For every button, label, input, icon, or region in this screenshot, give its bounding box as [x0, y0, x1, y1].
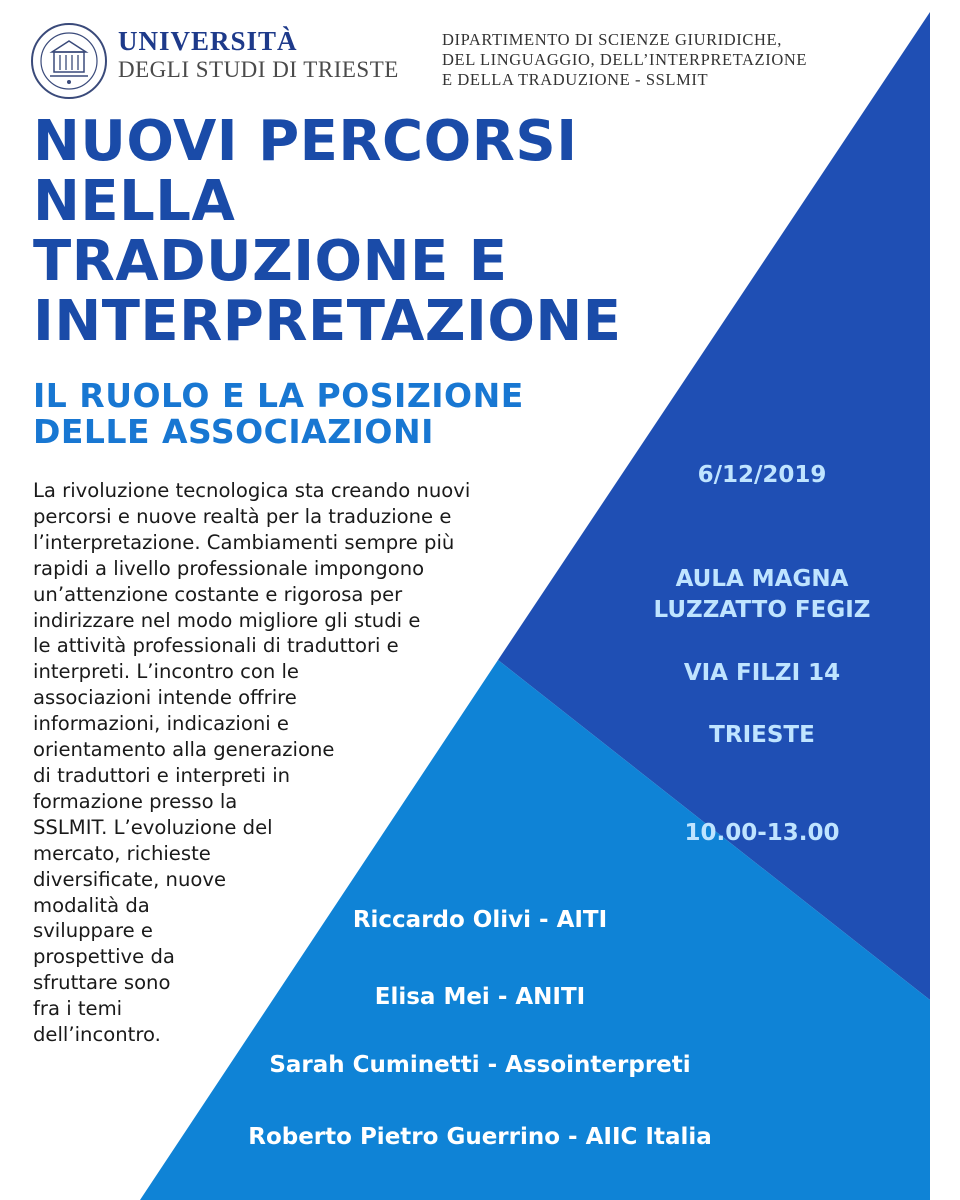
description-line: mercato, richieste — [33, 841, 211, 865]
event-time: 10.00-13.00 — [684, 820, 840, 846]
event-description — [33, 478, 470, 1048]
description-line: le attività professionali di traduttori e — [33, 634, 399, 658]
university-name-line2: DEGLI STUDI DI TRIESTE — [118, 57, 399, 83]
speaker-item: Sarah Cuminetti - Assointerpreti — [269, 1052, 691, 1078]
description-line: modalità da — [33, 893, 150, 917]
subtitle — [33, 378, 524, 451]
title-line: INTERPRETAZIONE — [33, 288, 622, 354]
department-name — [442, 30, 912, 90]
description-line: dell’incontro. — [33, 1023, 161, 1047]
description-line: informazioni, indicazioni e — [33, 712, 289, 736]
department-line: DEL LINGUAGGIO, DELL’INTERPRETAZIONE — [442, 50, 808, 70]
description-line: La rivoluzione tecnologica sta creando nuovi — [33, 479, 471, 502]
event-venue — [632, 564, 892, 626]
speaker-item: Elisa Mei - ANITI — [374, 984, 586, 1010]
description-line: di traduttori e interpreti in — [33, 763, 291, 787]
title-line: TRADUZIONE E — [33, 228, 508, 294]
university-name — [118, 26, 399, 83]
speaker-item: Roberto Pietro Guerrino - AIIC Italia — [248, 1124, 712, 1150]
description-line: l’interpretazione. Cambiamenti sempre più — [33, 530, 455, 554]
title-line: NUOVI PERCORSI — [33, 109, 578, 174]
event-city: TRIESTE — [709, 722, 815, 748]
event-address: VIA FILZI 14 — [683, 660, 841, 686]
description-line: indirizzare nel modo migliore gli studi e — [33, 608, 421, 632]
description-line: diversificate, nuove — [33, 867, 227, 891]
department-line: E DELLA TRADUZIONE - SSLMIT — [442, 70, 709, 90]
description-line: prospettive da — [33, 945, 175, 969]
description-line: un’attenzione costante e rigorosa per — [33, 582, 403, 606]
department-line: DIPARTIMENTO DI SCIENZE GIURIDICHE, — [442, 30, 782, 49]
description-line: rapidi a livello professionale impongono — [33, 556, 425, 580]
event-date: 6/12/2019 — [697, 462, 827, 488]
description-line: sfruttare sono — [33, 971, 171, 995]
venue-line: AULA MAGNA — [675, 566, 849, 592]
description-line: interpreti. L’incontro con le — [33, 660, 299, 684]
subtitle-line: DELLE ASSOCIAZIONI — [33, 412, 434, 452]
description-line: orientamento alla generazione — [33, 738, 335, 762]
description-line: associazioni intende offrire — [33, 686, 297, 710]
description-line: formazione presso la — [33, 789, 238, 813]
main-title — [33, 109, 622, 354]
description-line: SSLMIT. L’evoluzione del — [33, 815, 273, 839]
description-line: sviluppare e — [33, 919, 153, 943]
description-line: percorsi e nuove realtà per la traduzione e — [33, 504, 452, 528]
description-line: fra i temi — [33, 997, 123, 1021]
right-border-strip — [930, 0, 960, 1200]
university-name-line1: UNIVERSITÀ — [118, 26, 298, 56]
subtitle-line: IL RUOLO E LA POSIZIONE — [33, 376, 524, 415]
venue-line: LUZZATTO FEGIZ — [653, 597, 871, 623]
title-line: NELLA — [33, 168, 236, 234]
speaker-item: Riccardo Olivi - AITI — [352, 907, 608, 933]
university-seal-icon — [30, 22, 108, 100]
